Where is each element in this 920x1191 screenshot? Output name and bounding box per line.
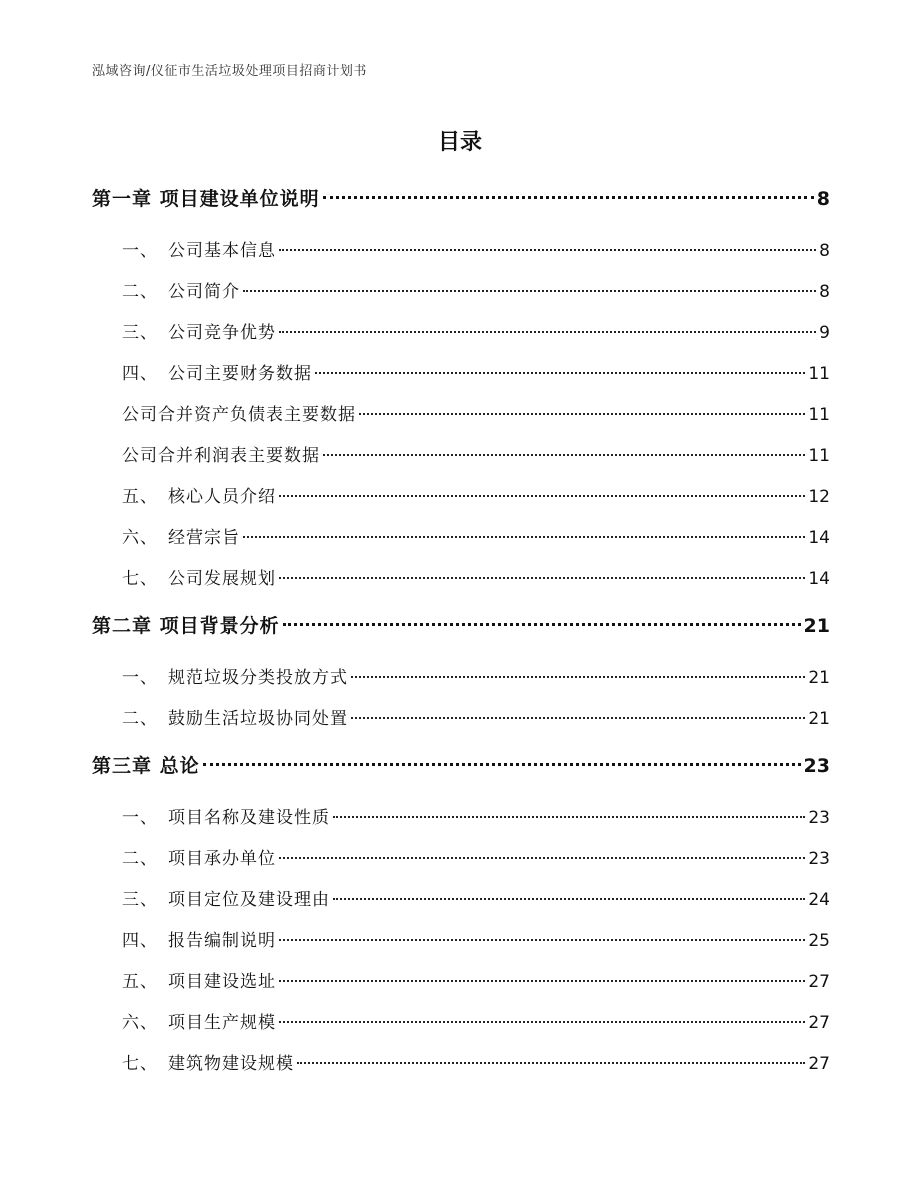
toc-entry-title: 鼓励生活垃圾协同处置	[168, 709, 348, 729]
toc-entry-number: 一、	[122, 808, 158, 828]
toc-entry-title: 公司竞争优势	[168, 323, 276, 343]
toc-entry-title: 公司基本信息	[168, 241, 276, 261]
toc-section-entry[interactable]	[92, 564, 830, 605]
toc-entry-label	[92, 564, 276, 589]
dot-leader	[203, 763, 801, 766]
toc-entry-label	[92, 1049, 294, 1074]
toc-entry-label	[92, 926, 276, 951]
toc-entry-number: 二、	[122, 282, 158, 302]
toc-entry-number: 五、	[122, 487, 158, 507]
toc-page-number: 11	[808, 405, 830, 425]
toc-entry-label	[92, 277, 240, 302]
toc-section-entry[interactable]	[92, 400, 830, 441]
toc-page-number: 21	[808, 668, 830, 688]
toc-entry-label	[92, 704, 348, 729]
toc-page-number: 8	[816, 188, 830, 210]
toc-section-entry[interactable]	[92, 844, 830, 885]
page-title: 目录	[437, 130, 482, 155]
toc-chapter-entry[interactable]	[92, 611, 830, 647]
toc-entry-label	[92, 885, 330, 910]
toc-entry-title: 项目生产规模	[168, 1013, 276, 1033]
toc-entry-title: 公司主要财务数据	[168, 364, 312, 384]
dot-leader	[297, 1062, 805, 1064]
toc-page-number: 14	[808, 569, 830, 589]
toc-entry-number: 七、	[122, 1054, 158, 1074]
toc-entry-title: 核心人员介绍	[168, 487, 276, 507]
dot-leader	[359, 413, 805, 415]
toc-section-entry[interactable]	[92, 441, 830, 482]
toc-entry-label	[92, 236, 276, 261]
toc-entry-label	[92, 663, 348, 688]
toc-page-number: 8	[819, 282, 830, 302]
toc-entry-title: 项目承办单位	[168, 849, 276, 869]
toc-page-number: 23	[803, 755, 830, 777]
toc-section-entry[interactable]	[92, 523, 830, 564]
toc-entry-number: 六、	[122, 1013, 158, 1033]
toc-page-number: 11	[808, 364, 830, 384]
dot-leader	[243, 290, 816, 292]
toc-entry-title: 报告编制说明	[168, 931, 276, 951]
toc-entry-title: 公司简介	[168, 282, 240, 302]
dot-leader	[351, 717, 805, 719]
toc-entry-label	[92, 318, 276, 343]
toc-page-number: 14	[808, 528, 830, 548]
dot-leader	[351, 676, 805, 678]
toc-entry-number: 四、	[122, 364, 158, 384]
toc-entry-label	[92, 1008, 276, 1033]
toc-section-entry[interactable]	[92, 967, 830, 1008]
toc-page-number: 24	[808, 890, 830, 910]
toc-section-entry[interactable]	[92, 926, 830, 967]
toc-entry-number: 一、	[122, 668, 158, 688]
toc-section-entry[interactable]	[92, 359, 830, 400]
toc-entry-number: 二、	[122, 849, 158, 869]
toc-entry-number: 三、	[122, 890, 158, 910]
toc-section-entry[interactable]	[92, 704, 830, 745]
toc-entry-number: 六、	[122, 528, 158, 548]
toc-section-entry[interactable]	[92, 318, 830, 359]
toc-section-entry[interactable]	[92, 482, 830, 523]
toc-entry-label	[92, 359, 312, 384]
toc-entry-title: 公司发展规划	[168, 569, 276, 589]
toc-entry-label: 第一章 项目建设单位说明	[92, 188, 320, 210]
toc-page-number: 27	[808, 972, 830, 992]
toc-entry-number: 七、	[122, 569, 158, 589]
dot-leader	[243, 536, 805, 538]
toc-entry-title: 项目定位及建设理由	[168, 890, 330, 910]
dot-leader	[279, 495, 805, 497]
dot-leader	[333, 898, 805, 900]
dot-leader	[279, 939, 805, 941]
toc-section-entry[interactable]	[92, 885, 830, 926]
dot-leader	[279, 1021, 805, 1023]
toc-entry-number: 二、	[122, 709, 158, 729]
dot-leader	[323, 196, 814, 199]
dot-leader	[323, 454, 805, 456]
toc-entry-number: 四、	[122, 931, 158, 951]
toc-section-entry[interactable]	[92, 1008, 830, 1049]
toc-page-number: 21	[803, 615, 830, 637]
dot-leader	[279, 331, 816, 333]
toc-section-entry[interactable]	[92, 803, 830, 844]
toc-entry-label	[92, 844, 276, 869]
dot-leader	[279, 249, 816, 251]
page-header: 泓域咨询/仪征市生活垃圾处理项目招商计划书	[92, 64, 367, 79]
toc-entry-title: 项目名称及建设性质	[168, 808, 330, 828]
toc-page-number: 25	[808, 931, 830, 951]
toc-entry-number: 三、	[122, 323, 158, 343]
toc-page-number: 27	[808, 1013, 830, 1033]
table-of-contents	[92, 184, 830, 1090]
dot-leader	[283, 623, 801, 626]
toc-page-number: 23	[808, 808, 830, 828]
toc-chapter-entry[interactable]	[92, 751, 830, 787]
toc-section-entry[interactable]	[92, 236, 830, 277]
toc-section-entry[interactable]	[92, 1049, 830, 1090]
toc-entry-label	[92, 967, 276, 992]
dot-leader	[333, 816, 805, 818]
toc-entry-label	[92, 803, 330, 828]
toc-page-number: 11	[808, 446, 830, 466]
dot-leader	[279, 980, 805, 982]
toc-section-entry[interactable]	[92, 663, 830, 704]
toc-page-number: 8	[819, 241, 830, 261]
toc-entry-label	[92, 482, 276, 507]
toc-entry-label: 第三章 总论	[92, 755, 200, 777]
toc-entry-label	[92, 523, 240, 548]
toc-entry-number: 一、	[122, 241, 158, 261]
toc-section-entry[interactable]	[92, 277, 830, 318]
dot-leader	[315, 372, 805, 374]
toc-entry-title: 建筑物建设规模	[168, 1054, 294, 1074]
toc-entry-label: 第二章 项目背景分析	[92, 615, 280, 637]
toc-entry-label: 公司合并利润表主要数据	[122, 446, 320, 466]
toc-entry-label: 公司合并资产负债表主要数据	[122, 405, 356, 425]
toc-page-number: 12	[808, 487, 830, 507]
dot-leader	[279, 857, 805, 859]
dot-leader	[279, 577, 805, 579]
toc-page-number: 27	[808, 1054, 830, 1074]
toc-page-number: 9	[819, 323, 830, 343]
toc-chapter-entry[interactable]	[92, 184, 830, 220]
toc-entry-title: 规范垃圾分类投放方式	[168, 668, 348, 688]
toc-entry-number: 五、	[122, 972, 158, 992]
toc-entry-title: 经营宗旨	[168, 528, 240, 548]
toc-page-number: 21	[808, 709, 830, 729]
toc-entry-title: 项目建设选址	[168, 972, 276, 992]
toc-page-number: 23	[808, 849, 830, 869]
